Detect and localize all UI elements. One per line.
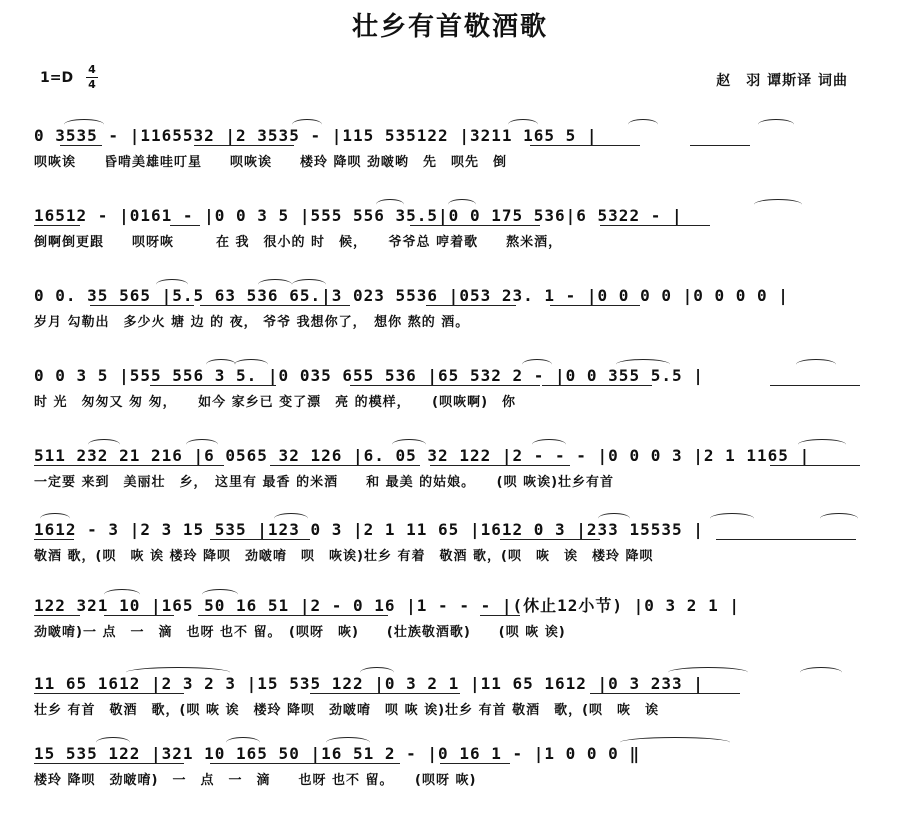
slur-mark (796, 359, 836, 370)
staff-system (30, 358, 865, 434)
staff-system (30, 118, 865, 194)
beam-underline (194, 145, 294, 146)
slur-mark (258, 279, 292, 290)
beam-underline (590, 693, 740, 694)
slur-mark (292, 279, 326, 290)
staff-system (30, 666, 865, 742)
beam-underline (34, 615, 80, 616)
lyric-line: 呗咴诶 昏啃美雄哇叮星 呗咴诶 楼玲 降呗 劲啵哟 先 呗先 倒 (34, 155, 508, 170)
slur-mark (104, 589, 140, 600)
time-signature-top: 4 (88, 63, 96, 76)
notation-line: 0 0. 35 565 |5.5 63 536 65.|3 023 5536 |053 23. 1 - |0 0 0 0 |0 0 0 0 | (34, 286, 789, 305)
slur-mark (40, 513, 70, 524)
notation-line: 16512 - |0161 - |0 0 3 5 |555 556 35.5|0 0 175 536|6 5322 - | (34, 206, 683, 225)
lyric-line: 一定要 来到 美丽壮 乡， 这里有 最香 的米酒 和 最美 的姑娘。 (呗 咴诶)壮乡有首 (34, 475, 615, 490)
staff-system (30, 512, 865, 588)
beam-underline (440, 763, 510, 764)
notation-line: 511 232 21 216 |6 0565 32 126 |6. 05 32 122 |2 - - - |0 0 0 3 |2 1 1165 | (34, 446, 811, 465)
beam-underline (716, 539, 856, 540)
slur-mark (754, 199, 802, 210)
slur-mark (292, 119, 322, 130)
beam-underline (34, 539, 74, 540)
slur-mark (326, 737, 370, 748)
beam-underline (270, 465, 420, 466)
slur-mark (226, 737, 260, 748)
staff-system (30, 736, 865, 812)
beam-underline (200, 305, 350, 306)
slur-mark (448, 199, 476, 210)
slur-mark (96, 737, 130, 748)
beam-underline (480, 615, 520, 616)
slur-mark (616, 359, 670, 370)
key-signature: 1=D (40, 70, 74, 86)
beam-underline (770, 465, 860, 466)
notation-line: 0 0 3 5 |555 556 3 5. |0 035 655 536 |65 532 2 - |0 0 355 5.5 | (34, 366, 704, 385)
slur-mark (202, 589, 238, 600)
slur-mark (206, 359, 236, 370)
lyric-line: 敬酒 歌，(呗 咴 诶 楼玲 降呗 劲啵唷 呗 咴诶)壮乡 有着 敬酒 歌，(呗 咴 诶 楼玲 降呗 (34, 549, 654, 564)
slur-mark (800, 667, 842, 678)
beam-underline (550, 305, 640, 306)
beam-underline (210, 539, 310, 540)
slur-mark (392, 439, 426, 450)
slur-mark (186, 439, 218, 450)
slur-mark (274, 513, 308, 524)
lyric-line: 倒啊倒更跟 呗呀咴 在 我 很小的 时 候， 爷爷总 哼着歌 熬米酒， (34, 235, 563, 250)
beam-underline (90, 305, 194, 306)
beam-underline (198, 615, 388, 616)
beam-underline (150, 385, 276, 386)
slur-mark (234, 359, 268, 370)
beam-underline (34, 693, 184, 694)
slur-mark (532, 439, 566, 450)
notation-line: 15 535 122 |321 10 165 50 |16 51 2 - |0 16 1 - |1 0 0 0 ‖ (34, 744, 641, 763)
beam-underline (104, 615, 174, 616)
slur-mark (88, 439, 120, 450)
lyric-line: 劲啵唷)一 点 一 滴 也呀 也不 留。 (呗呀 咴) (壮族敬酒歌) (呗 咴 诶) (34, 625, 566, 640)
staff-system (30, 438, 865, 514)
beam-underline (530, 145, 640, 146)
slur-mark (668, 667, 748, 678)
time-signature (86, 64, 98, 91)
notation-line: 122 321 10 |165 50 16 51 |2 - 0 16 |1 - - - |(休止12小节) |0 3 2 1 | (34, 596, 740, 615)
beam-underline (770, 385, 860, 386)
beam-underline (690, 145, 750, 146)
slur-mark (156, 279, 188, 290)
lyric-line: 壮乡 有首 敬酒 歌，(呗 咴 诶 楼玲 降呗 劲啵唷 呗 咴 诶)壮乡 有首 敬酒 歌，(呗 咴 诶 (34, 703, 660, 718)
notation-line: 11 65 1612 |2 3 2 3 |15 535 122 |0 3 2 1 |11 65 1612 |0 3 233 | (34, 674, 704, 693)
lyric-line: 岁月 勾勒出 多少火 塘 边 的 夜， 爷爷 我想你了， 想你 熬的 酒。 (34, 315, 470, 330)
beam-underline (430, 465, 570, 466)
slur-mark (628, 119, 658, 130)
slur-mark (820, 513, 858, 524)
credits: 赵 羽 谭斯译 词曲 (716, 73, 848, 89)
beam-underline (426, 305, 516, 306)
slur-mark (508, 119, 538, 130)
staff-system (30, 198, 865, 274)
lyric-line: 楼玲 降呗 劲啵唷) 一 点 一 滴 也呀 也不 留。 (呗呀 咴) (34, 773, 477, 788)
notation-line: 1612 - 3 |2 3 15 535 |123 0 3 |2 1 11 65 |1612 0 3 |233 15535 | (34, 520, 704, 539)
beam-underline (34, 465, 224, 466)
slur-mark (64, 119, 104, 130)
slur-mark (758, 119, 794, 130)
beam-underline (34, 763, 184, 764)
song-title: 壮乡有首敬酒歌 (351, 12, 548, 42)
time-signature-bottom: 4 (88, 78, 96, 91)
lyric-line: 时 光 匆匆又 匆 匆， 如今 家乡已 变了漂 亮 的模样， (呗咴啊) 你 (34, 395, 517, 410)
beam-underline (210, 763, 400, 764)
staff-system (30, 278, 865, 354)
beam-underline (34, 225, 80, 226)
notation-line: 0 3535 - |1165532 |2 3535 - |115 535122 |3211 165 5 | (34, 126, 598, 145)
beam-underline (310, 693, 460, 694)
slur-mark (126, 667, 230, 678)
beam-underline (60, 145, 102, 146)
staff-system (30, 588, 865, 664)
slur-mark (798, 439, 846, 450)
beam-underline (170, 225, 200, 226)
slur-mark (620, 737, 730, 748)
slur-mark (360, 667, 394, 678)
slur-mark (376, 199, 404, 210)
beam-underline (542, 385, 652, 386)
beam-underline (500, 539, 600, 540)
slur-mark (710, 513, 754, 524)
slur-mark (522, 359, 552, 370)
beam-underline (350, 385, 540, 386)
beam-underline (410, 225, 540, 226)
beam-underline (600, 225, 710, 226)
slur-mark (598, 513, 630, 524)
